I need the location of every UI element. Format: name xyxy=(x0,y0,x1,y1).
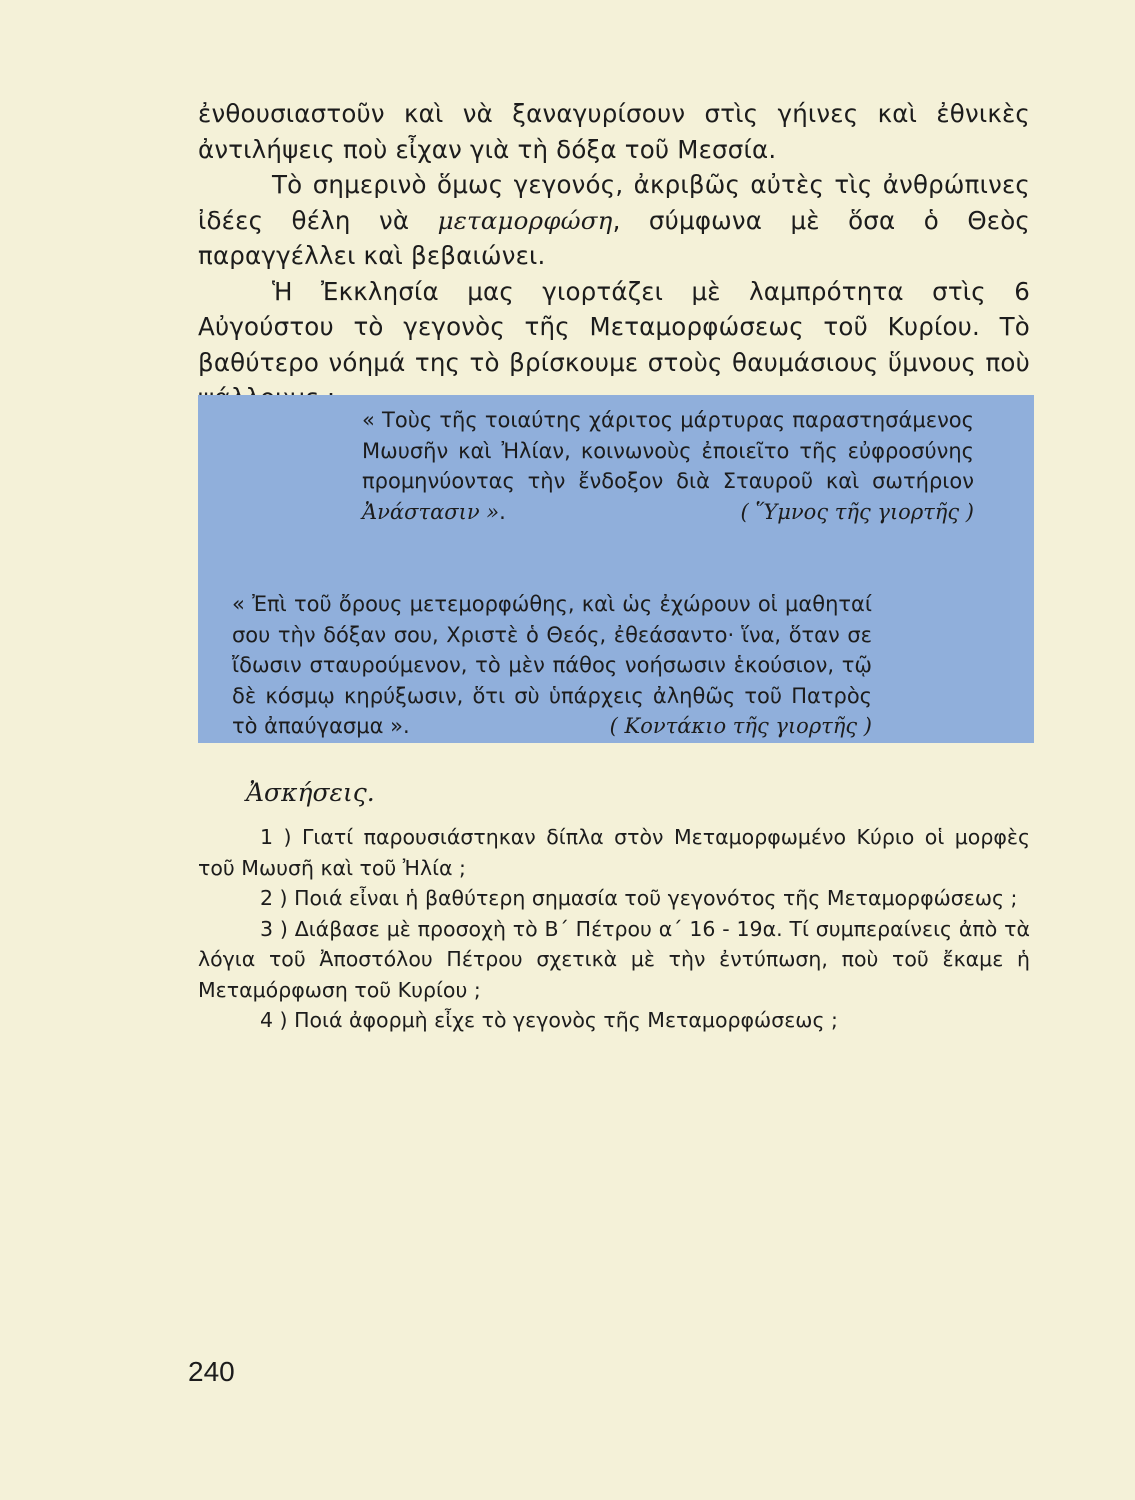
exercise-item: 4 ) Ποιά ἀφορμὴ εἶχε τὸ γεγονὸς τῆς Μεταμορφώσεως ; xyxy=(260,1008,838,1032)
hymn-quote-box xyxy=(198,395,1034,743)
hymn-quote-end: . xyxy=(499,499,506,524)
kontakion-quote xyxy=(232,589,872,742)
exercises-title: Ἀσκήσεις. xyxy=(246,778,375,807)
exercise-item: 3 ) Διάβασε μὲ προσοχὴ τὸ Β΄ Πέτρου α΄ 16 - 19α. Τί συμπεραίνεις ἀπὸ τὰ λόγια τοῦ Ἀποστόλου Πέτρου σχετικὰ μὲ τὴν ἐντύπωση, ποὺ τοῦ ἔκαμε ἡ Μεταμόρφωση τοῦ Κυρίου ; xyxy=(198,916,1030,1002)
exercise-item: 1 ) Γιατί παρουσιάστηκαν δίπλα στὸν Μεταμορφωμένο Κύριο οἱ μορφὲς τοῦ Μωυσῆ καὶ τοῦ Ἠλία ; xyxy=(198,825,1030,880)
page-number: 240 xyxy=(188,1356,235,1387)
intro-paragraph-2-end: , σύμφωνα μὲ ὅσα ὁ Θεὸς παραγγέλλει καὶ βεβαιώνει. xyxy=(198,205,1031,270)
kontakion-quote-source: ( Κοντάκιο τῆς γιορτῆς ) xyxy=(609,714,872,738)
hymn-quote-source: ( Ὕμνος τῆς γιορτῆς ) xyxy=(740,499,974,524)
intro-paragraph-2 xyxy=(198,167,1030,274)
hymn-quote-emphasis: Ἀνάστασιν » xyxy=(362,499,500,524)
intro-paragraph-1: ἐνθουσιαστοῦν καὶ νὰ ξαναγυρίσουν στὶς γήινες καὶ ἐθνικὲς ἀντιλήψεις ποὺ εἶχαν γιὰ τὴ δόξα τοῦ Μεσσία. xyxy=(198,99,1030,164)
hymn-quote xyxy=(362,405,974,527)
hymn-quote-text: « Τοὺς τῆς τοιαύτης χάριτος μάρτυρας παραστησάμενος Μωυσῆν καὶ Ἠλίαν, κοινωνοὺς ἐποιεῖτο τῆς εὐφροσύνης προμηνύοντας τὴν ἔνδοξον διὰ Σταυροῦ καὶ σωτήριον xyxy=(362,408,974,493)
kontakion-quote-text: « Ἐπὶ τοῦ ὄρους μετεμορφώθης, καὶ ὡς ἐχώρουν οἱ μαθηταί σου τὴν δόξαν σου, Χριστὲ ὁ Θεός, ἐθεάσαντο· ἵνα, ὅταν σε ἴδωσιν σταυρούμενον, τὸ μὲν πάθος νοήσωσιν ἑκούσιον, τῷ δὲ κόσμῳ κηρύξωσιν, ὅτι σὺ ὑπάρχεις ἀληθῶς τοῦ Πατρὸς τὸ ἀπαύγασμα ». xyxy=(232,592,872,738)
intro-paragraph-2-emphasis: μεταμορφώση xyxy=(437,205,613,235)
intro-text xyxy=(198,96,1030,416)
intro-paragraph-3: Ἡ Ἐκκλησία μας γιορτάζει μὲ λαμπρότητα στὶς 6 Αὐγούστου τὸ γεγονὸς τῆς Μεταμορφώσεως τοῦ Κυρίου. Τὸ βαθύτερο νόημά της τὸ βρίσκουμε στοὺς θαυμάσιους ὕμνους ποὺ xyxy=(198,276,1030,377)
exercise-item: 2 ) Ποιά εἶναι ἡ βαθύτερη σημασία τοῦ γεγονότος τῆς Μεταμορφώσεως ; xyxy=(260,886,1018,910)
intro-paragraph-2-start: Τὸ σημερινὸ ὅμως γεγονός, ἀκριβῶς αὐτὲς τὶς ἀνθρώπινες ἰδέες θέλη νὰ xyxy=(198,170,1030,235)
exercises-list xyxy=(198,822,1030,1036)
